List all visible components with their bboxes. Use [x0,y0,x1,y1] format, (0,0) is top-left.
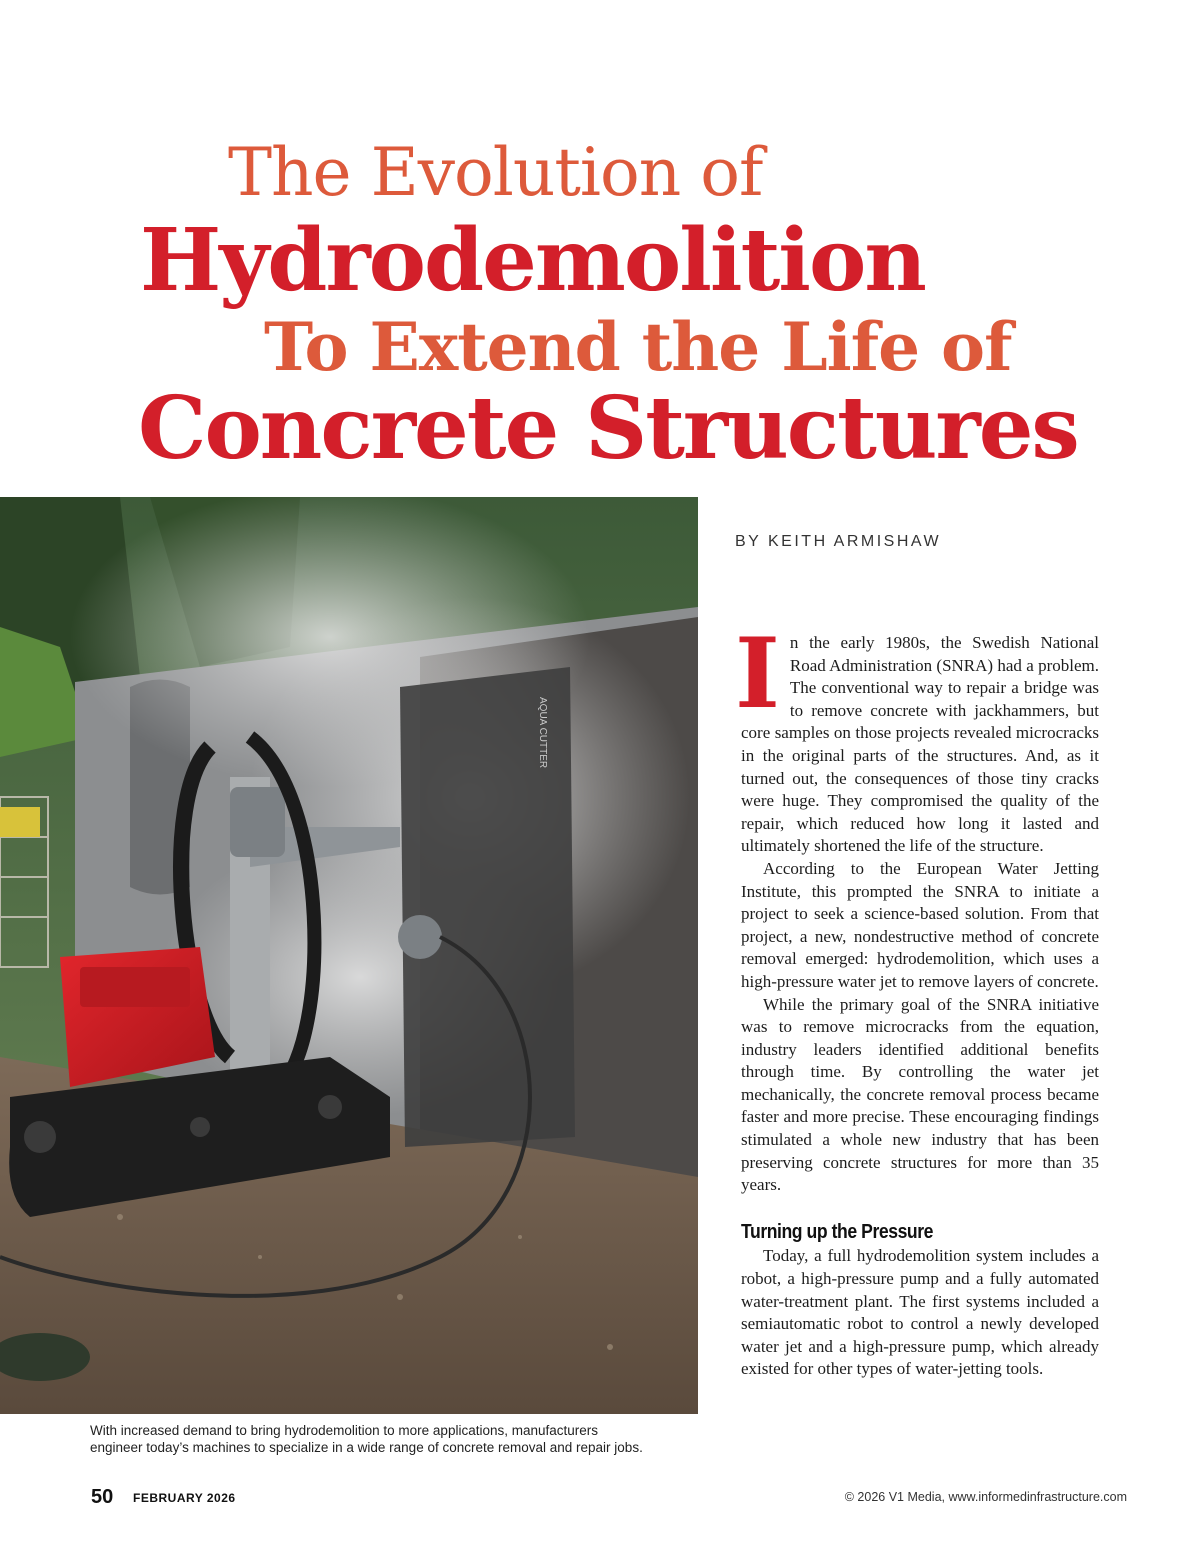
photo-caption: With increased demand to bring hydrodemolition to more applications, manufacturers engineer today’s machines to specialize in a wide range of concrete removal and repair jobs. [90,1423,643,1455]
hydrodemolition-robot-photo [0,497,698,1414]
headline-line-4: Concrete Structures [138,378,1078,479]
paragraph-1-text: n the early 1980s, the Swedish National Road Administration (SNRA) had a problem. The conventional way to repair a bridge was to remove concrete with jackhammers, but core samples on those projects revealed microcracks in the original parts of the structures. And, as it turned out, the consequences of those tiny cracks were huge. They compromised the quality of the repair, which reduced how long it lasted and ultimately shortened the life of the structure. [741,633,1099,856]
page-number: 50 [91,1486,114,1508]
article-body [735,617,1099,1381]
byline: BY KEITH ARMISHAW [735,533,942,550]
paragraph-3: While the primary goal of the SNRA initiative was to remove microcracks from the equation, industry leaders identified additional benefits through time. By controlling the water jet mechanically, the concrete removal process became faster and more precise. These encouraging findings stimulated a whole new industry that has been preserving concrete structures for more than 35 years. [741,994,1099,1195]
machine-label: AQUA CUTTER [537,697,548,769]
headline-line-3: To Extend the Life of [264,308,1012,386]
paragraph-1 [735,617,1099,858]
paragraph-2: According to the European Water Jetting Institute, this prompted the SNRA to initiate a project to seek a science-based solution. From that project, a new, nondestructive method of concrete removal emerged: hydrodemolition, which uses a high-pressure water jet to remove layers of concrete. [741,858,1099,991]
headline-line-2: Hydrodemolition [140,210,925,311]
dropcap: I [735,617,780,730]
subhead: Turning up the Pressure [741,1220,933,1243]
headline-line-1: The Evolution of [228,134,763,211]
copyright-notice: © 2026 V1 Media, www.informedinfrastructure.com [844,1490,1127,1504]
paragraph-4: Today, a full hydrodemolition system includes a robot, a high-pressure pump and a fully automated water-treatment plant. The first systems included a semiautomatic robot to control a newly developed water jet and a high-pressure pump, which already existed for other types of water-jetting tools. [741,1246,1099,1379]
issue-date: FEBRUARY 2026 [133,1491,236,1505]
